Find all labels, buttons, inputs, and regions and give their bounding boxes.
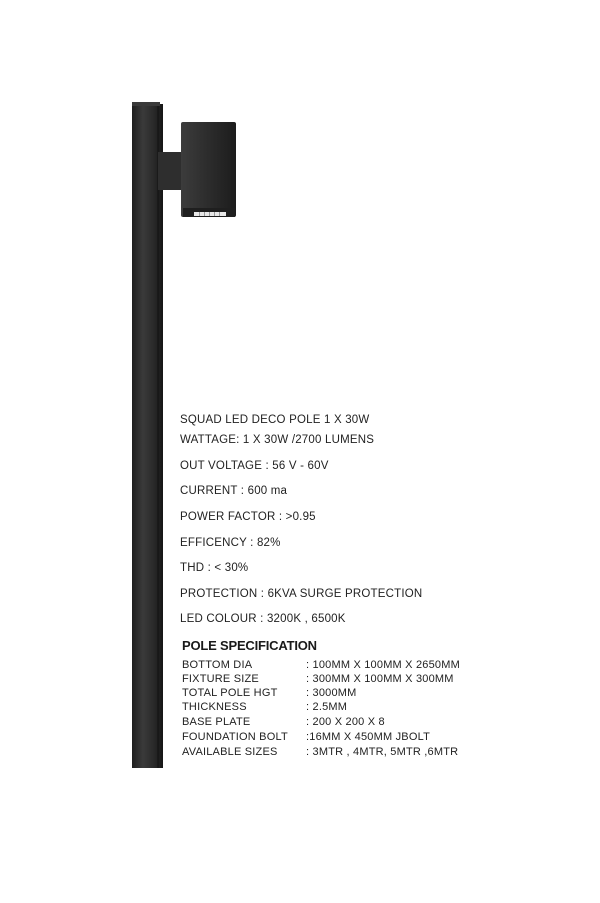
spec-thd: THD : < 30% [180,562,249,574]
spec-protection: PROTECTION : 6KVA SURGE PROTECTION [180,588,423,600]
spec-wattage: WATTAGE: 1 X 30W /2700 LUMENS [180,434,375,446]
spec-key: TOTAL POLE HGT [182,687,278,699]
spec-efficiency: EFFICENCY : 82% [180,537,281,549]
spec-led-colour: LED COLOUR : 3200K , 6500K [180,613,346,625]
spec-key: FIXTURE SIZE [182,673,259,685]
spec-power-factor: POWER FACTOR : >0.95 [180,511,316,523]
pole-specification-title: POLE SPECIFICATION [182,638,317,653]
spec-value: : 300MM X 100MM X 300MM [306,673,454,685]
fixture-arm [158,152,182,190]
spec-key: BASE PLATE [182,716,251,728]
table-row [182,729,460,744]
light-fixture [181,122,236,217]
table-row [182,672,460,686]
spec-product-name: SQUAD LED DECO POLE 1 X 30W [180,414,370,426]
spec-out-voltage: OUT VOLTAGE : 56 V - 60V [180,460,329,472]
table-row [182,686,460,700]
pole-cap [132,102,160,106]
table-row [182,700,460,714]
pole-specification-table [182,658,460,759]
spec-key: FOUNDATION BOLT [182,731,288,743]
spec-key: AVAILABLE SIZES [182,746,278,758]
spec-current: CURRENT : 600 ma [180,485,288,497]
table-row [182,714,460,729]
spec-value: : 2.5MM [306,701,348,713]
spec-value: : 3MTR , 4MTR, 5MTR ,6MTR [306,746,459,758]
spec-value: : 3000MM [306,687,357,699]
spec-value: : 100MM X 100MM X 2650MM [306,659,460,671]
spec-value: :16MM X 450MM JBOLT [306,731,431,743]
spec-key: BOTTOM DIA [182,659,253,671]
table-row [182,744,460,759]
spec-key: THICKNESS [182,701,247,713]
table-row [182,658,460,672]
spec-value: : 200 X 200 X 8 [306,716,385,728]
